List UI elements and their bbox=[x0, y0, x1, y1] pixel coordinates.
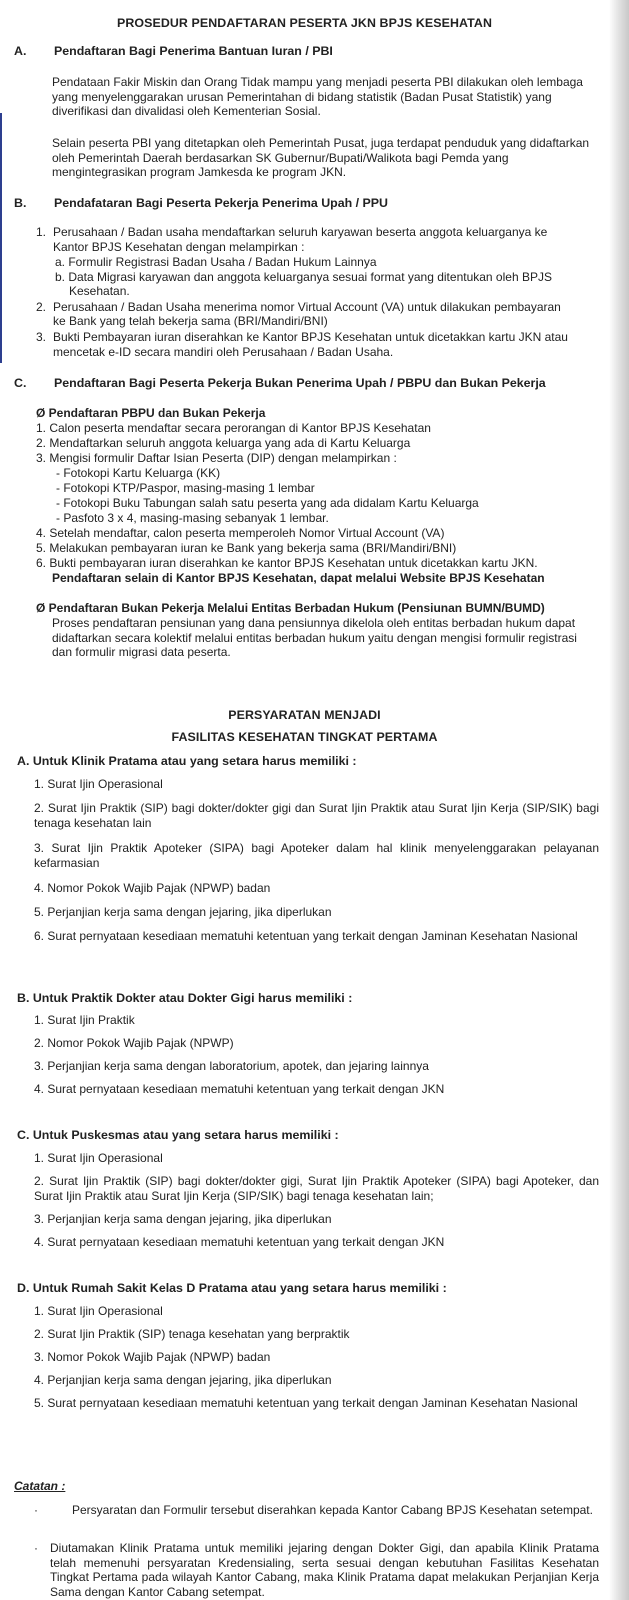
req-b-item: 3. Perjanjian kerja sama dengan laboratorium, apotek, dan jejaring lainnya bbox=[34, 1059, 429, 1073]
req-a-item: 1. Surat Ijin Operasional bbox=[34, 777, 163, 791]
list-item: 4. Setelah mendaftar, calon peserta memperoleh Nomor Virtual Account (VA) bbox=[36, 526, 445, 540]
req-c-item: 4. Surat pernyataan kesediaan mematuhi ketentuan yang terkait dengan JKN bbox=[34, 1235, 445, 1249]
list-number: 1. bbox=[36, 225, 47, 239]
req-d-item: 5. Surat pernyataan kesediaan mematuhi ketentuan yang terkait dengan Jaminan Kesehatan Nasional bbox=[34, 1396, 578, 1410]
list-number: 2. bbox=[36, 300, 47, 314]
req-d-item: 4. Perjanjian kerja sama dengan jejaring, jika diperlukan bbox=[34, 1373, 332, 1387]
list-item: Perusahaan / Badan usaha mendaftarkan seluruh karyawan beserta anggota keluarganya ke bbox=[53, 225, 548, 239]
req-a-heading: A. Untuk Klinik Pratama atau yang setara harus memiliki : bbox=[17, 754, 357, 768]
req-a-item: 3. Surat Ijin Praktik Apoteker (SIPA) bagi Apoteker dalam hal klinik menyelenggarakan pelayanan kefarmasian bbox=[34, 841, 599, 870]
section-a-paragraph-1: Pendataan Fakir Miskin dan Orang Tidak mampu yang menjadi peserta PBI dilakukan oleh lembaga yang menyelenggarakan urusan Pemerintahan di bidang statistik (Badan Pusat Statistik) yang diverifikasi dan divalidasi oleh Kementerian Sosial. bbox=[52, 75, 583, 119]
req-c-item: 2. Surat Ijin Praktik (SIP) bagi dokter/dokter gigi, Surat Ijin Praktik Apoteker (SIPA) bagi Apoteker, dan Surat Ijin Praktik atau Surat Ijin Kerja (SIP/SIK) bagi tenaga kesehatan lain; bbox=[34, 1174, 599, 1203]
section-b-letter: B. bbox=[14, 196, 27, 210]
section-c-title: Pendaftaran Bagi Peserta Pekerja Bukan Penerima Upah / PBPU dan Bukan Pekerja bbox=[54, 376, 546, 390]
list-item: 6. Bukti pembayaran iuran diserahkan ke kantor BPJS Kesehatan untuk dicetakkan kartu JKN. bbox=[36, 556, 538, 570]
req-b-heading: B. Untuk Praktik Dokter atau Dokter Gigi harus memiliki : bbox=[17, 991, 353, 1005]
req-c-heading: C. Untuk Puskesmas atau yang setara harus memiliki : bbox=[17, 1128, 339, 1142]
bullet-icon: · bbox=[34, 1503, 38, 1517]
section-c-letter: C. bbox=[14, 376, 27, 390]
section-b-title: Pendafataran Bagi Peserta Pekerja Penerima Upah / PPU bbox=[54, 196, 389, 210]
list-item: ke Bank yang telah bekerja sama (BRI/Mandiri/BNI) bbox=[53, 314, 328, 328]
list-item: 2. Mendaftarkan seluruh anggota keluarga yang ada di Kartu Keluarga bbox=[36, 436, 411, 450]
list-item: 5. Melakukan pembayaran iuran ke Bank yang bekerja sama (BRI/Mandiri/BNI) bbox=[36, 541, 457, 555]
req-a-item: 4. Nomor Pokok Wajib Pajak (NPWP) badan bbox=[34, 881, 271, 895]
catatan-note-2: Diutamakan Klinik Pratama untuk memiliki jejaring dengan Dokter Gigi, dan apabila Klinik Pratama telah memenuhi persyaratan Kredensialing, serta sesuai dengan kebutuhan Fasilitas Kesehatan Tingkat Pertama pada wilayah Kantor Cabang, maka Klinik Pratama dapat melakukan Perjanjian Kerja Sama dengan Kantor Cabang setempat. bbox=[50, 1541, 599, 1599]
req-a-item: 2. Surat Ijin Praktik (SIP) bagi dokter/dokter gigi dan Surat Ijin Praktik atau Surat Ijin Kerja (SIP/SIK) bagi tenaga kesehatan lain bbox=[34, 801, 599, 830]
bullet-icon: · bbox=[34, 1541, 38, 1555]
registration-note: Pendaftaran selain di Kantor BPJS Kesehatan, dapat melalui Website BPJS Kesehatan bbox=[52, 571, 545, 585]
req-a-item: 6. Surat pernyataan kesediaan mematuhi ketentuan yang terkait dengan Jaminan Kesehatan Nasional bbox=[34, 929, 578, 943]
section-c-paragraph: Proses pendaftaran pensiunan yang dana pensiunnya dikelola oleh entitas berbadan hukum dapat didaftarkan secara kolektif melalui entitas berbadan hukum yaitu dengan mengisi formulir registrasi dan formulir migrasi data peserta. bbox=[52, 616, 577, 660]
list-sub-item: b. Data Migrasi karyawan dan anggota keluarganya sesuai format yang ditentukan oleh BPJS bbox=[55, 270, 552, 284]
req-b-item: 4. Surat pernyataan kesediaan mematuhi ketentuan yang terkait dengan JKN bbox=[34, 1082, 445, 1096]
req-b-item: 1. Surat Ijin Praktik bbox=[34, 1013, 135, 1027]
list-sub-item: Kesehatan. bbox=[69, 284, 130, 298]
req-d-item: 1. Surat Ijin Operasional bbox=[34, 1304, 163, 1318]
req-c-item: 1. Surat Ijin Operasional bbox=[34, 1151, 163, 1165]
section-a-paragraph-2: Selain peserta PBI yang ditetapkan oleh Pemerintah Pusat, juga terdapat penduduk yang didaftarkan oleh Pemerintah Daerah berdasarkan SK Gubernur/Bupati/Walikota bagi Pemda yang mengintegrasikan program Jamkesda ke program JKN. bbox=[52, 136, 590, 180]
catatan-label: Catatan : bbox=[14, 1479, 66, 1493]
document-title: PROSEDUR PENDAFTARAN PESERTA JKN BPJS KESEHATAN bbox=[116, 16, 493, 30]
list-item: mencetak e-ID secara mandiri oleh Perusahaan / Badan Usaha. bbox=[53, 345, 394, 359]
list-sub-item: - Fotokopi Buku Tabungan salah satu peserta yang ada didalam Kartu Keluarga bbox=[56, 496, 479, 510]
list-item: Bukti Pembayaran iuran diserahkan ke Kantor BPJS Kesehatan untuk dicetakkan kartu JKN atau bbox=[53, 330, 568, 344]
requirements-title-2: FASILITAS KESEHATAN TINGKAT PERTAMA bbox=[171, 730, 438, 744]
list-item: 1. Calon peserta mendaftar secara perorangan di Kantor BPJS Kesehatan bbox=[36, 421, 431, 435]
list-sub-item: - Pasfoto 3 x 4, masing-masing sebanyak 1 lembar. bbox=[56, 511, 329, 525]
catatan-note-1: Persyaratan dan Formulir tersebut diserahkan kepada Kantor Cabang BPJS Kesehatan setempat. bbox=[72, 1503, 593, 1517]
list-sub-item: - Fotokopi KTP/Paspor, masing-masing 1 lembar bbox=[56, 481, 315, 495]
list-item: Kantor BPJS Kesehatan dengan melampirkan : bbox=[53, 240, 305, 254]
req-a-item: 5. Perjanjian kerja sama dengan jejaring, jika diperlukan bbox=[34, 905, 332, 919]
list-sub-item: - Fotokopi Kartu Keluarga (KK) bbox=[56, 466, 221, 480]
list-item: Perusahaan / Badan Usaha menerima nomor Virtual Account (VA) untuk dilakukan pembayaran bbox=[53, 300, 561, 314]
subsection-heading: Ø Pendaftaran Bukan Pekerja Melalui Entitas Berbadan Hukum (Pensiunan BUMN/BUMD) bbox=[36, 601, 545, 615]
section-a-letter: A. bbox=[14, 44, 27, 58]
requirements-title-1: PERSYARATAN MENJADI bbox=[228, 708, 381, 722]
page-shadow bbox=[609, 0, 629, 1600]
req-d-heading: D. Untuk Rumah Sakit Kelas D Pratama atau yang setara harus memiliki : bbox=[17, 1281, 447, 1295]
req-d-item: 3. Nomor Pokok Wajib Pajak (NPWP) badan bbox=[34, 1350, 271, 1364]
subsection-heading: Ø Pendaftaran PBPU dan Bukan Pekerja bbox=[36, 406, 266, 420]
list-number: 3. bbox=[36, 330, 47, 344]
list-item: 3. Mengisi formulir Daftar Isian Peserta (DIP) dengan melampirkan : bbox=[36, 451, 397, 465]
section-a-title: Pendaftaran Bagi Penerima Bantuan Iuran / PBI bbox=[54, 44, 333, 58]
req-c-item: 3. Perjanjian kerja sama dengan jejaring, jika diperlukan bbox=[34, 1212, 332, 1226]
list-sub-item: a. Formulir Registrasi Badan Usaha / Badan Hukum Lainnya bbox=[55, 255, 377, 269]
req-b-item: 2. Nomor Pokok Wajib Pajak (NPWP) bbox=[34, 1036, 234, 1050]
req-d-item: 2. Surat Ijin Praktik (SIP) tenaga kesehatan yang berpraktik bbox=[34, 1327, 350, 1341]
